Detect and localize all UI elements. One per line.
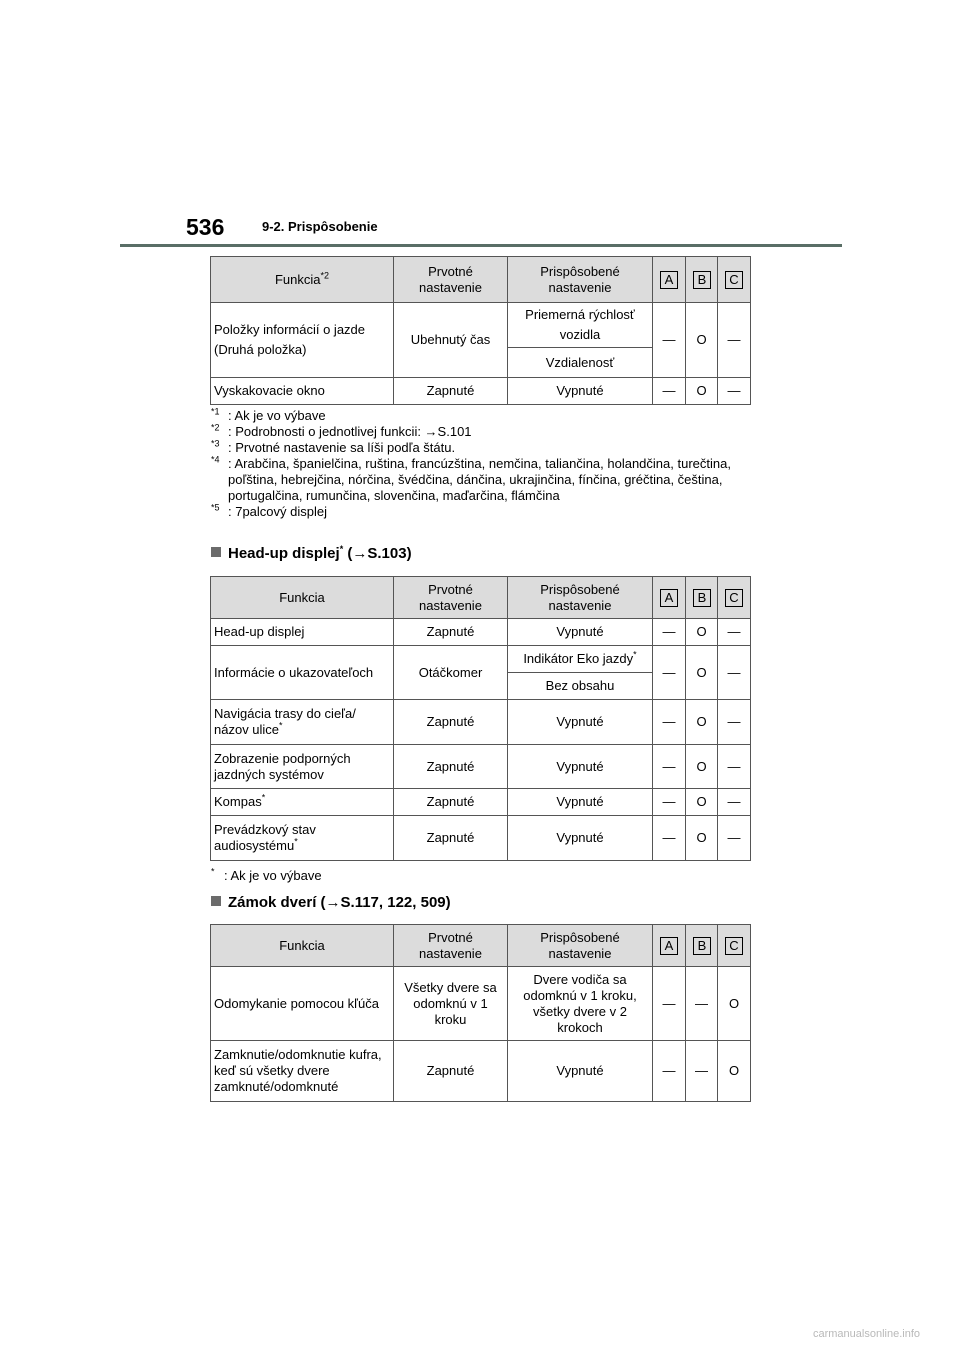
cell-opt: Vypnuté [508,745,653,789]
footnote: $^{*2}$ : Podrobnosti o jednotlivej funkcii: →S.101 [211,422,472,439]
cell-init: Zapnuté [394,789,508,816]
table-head-up-display [210,576,751,861]
cell-init: Zapnuté [394,619,508,646]
cell-func: Kompas* [211,789,394,816]
cell-func: Prevádzkový stav audiosystému* [211,816,394,861]
cell-opt: Bez obsahu [508,673,653,700]
cell-func: Odomykanie pomocou kľúča [211,967,394,1041]
cell-init: Ubehnutý čas [394,303,508,378]
cell-b: O [686,619,718,646]
cell-a: — [653,303,686,378]
footnotes-1 [211,408,741,520]
header-rule [120,244,842,247]
cell-b: — [686,1041,718,1102]
cell-opt: Indikátor Eko jazdy* [508,646,653,673]
cell-b: O [686,789,718,816]
col-header-b: B [686,257,718,303]
table-row [211,1041,751,1102]
col-header-prvotne: Prvotné nastavenie [394,925,508,967]
cell-c: — [718,646,751,700]
col-header-c: C [718,257,751,303]
table-row [211,967,751,1041]
cell-b: — [686,967,718,1041]
cell-c: — [718,378,751,405]
cell-b: O [686,646,718,700]
col-header-prvotne: Prvotné nastavenie [394,257,508,303]
footnote: $^{*3}$ : Prvotné nastavenie sa líši podľa štátu. [211,438,456,455]
cell-init: Zapnuté [394,816,508,861]
col-header-prisposobene: Prispôsobené nastavenie [508,257,653,303]
col-header-b: B [686,925,718,967]
table-door-lock [210,924,751,1102]
cell-b: O [686,378,718,405]
table-row [211,745,751,789]
cell-opt: Vypnuté [508,789,653,816]
table-row [211,646,751,673]
page-number: 536 [186,214,225,240]
footnote: $^{*5}$ : 7palcový displej [211,502,327,519]
cell-c: — [718,303,751,378]
cell-c: O [718,967,751,1041]
footnote: * : Ak je vo výbave [211,866,322,883]
table-row [211,816,751,861]
cell-func: Zamknutie/odomknutie kufra, keď sú všetky dvere zamknuté/odomknuté [211,1041,394,1102]
cell-a: — [653,1041,686,1102]
cell-a: — [653,646,686,700]
table-row [211,700,751,745]
cell-c: — [718,619,751,646]
col-header-c: C [718,925,751,967]
table-row [211,789,751,816]
cell-init: Zapnuté [394,378,508,405]
col-header-prisposobene: Prispôsobené nastavenie [508,577,653,619]
cell-c: O [718,1041,751,1102]
cell-init: Zapnuté [394,745,508,789]
table-customization-1 [210,256,751,405]
cell-func: Zobrazenie podporných jazdných systémov [211,745,394,789]
cell-c: — [718,745,751,789]
col-header-b: B [686,577,718,619]
cell-b: O [686,700,718,745]
cell-func: Navigácia trasy do cieľa/ názov ulice* [211,700,394,745]
footnote: $^{*1}$ : Ak je vo výbave [211,406,326,423]
col-header-funkcia: Funkcia [211,925,394,967]
cell-a: — [653,816,686,861]
cell-a: — [653,619,686,646]
cell-opt: Vypnuté [508,619,653,646]
col-header-prisposobene: Prispôsobené nastavenie [508,925,653,967]
cell-func: Informácie o ukazovateľoch [211,646,394,700]
square-bullet-icon [211,547,221,557]
cell-init: Otáčkomer [394,646,508,700]
cell-func: Head-up displej [211,619,394,646]
section-title: 9-2. Prispôsobenie [262,219,378,234]
cell-init: Zapnuté [394,700,508,745]
cell-a: — [653,700,686,745]
cell-func: Vyskakovacie okno [211,378,394,405]
cell-c: — [718,816,751,861]
cell-init: Všetky dvere sa odomknú v 1 kroku [394,967,508,1041]
cell-a: — [653,967,686,1041]
footnotes-2 [211,868,322,884]
footnote: $^{*4}$ : Arabčina, španielčina, ruština, francúzština, nemčina, taliančina, holandčina, turečtina, poľština, hebrejčina, nórčina, švédčina, dánčina, ukrajinčina, fínčina, gréčtina, čeština, portugalčina, rumunčina, slovenčina, maďarčina, flámčina [211,454,731,503]
cell-opt: Vypnuté [508,1041,653,1102]
cell-opt: Priemerná rýchlosť vozidla [508,303,653,348]
col-header-a: A [653,925,686,967]
cell-b: O [686,745,718,789]
square-bullet-icon [211,896,221,906]
col-header-c: C [718,577,751,619]
col-header-funkcia: Funkcia$^{*2}$ [211,257,394,303]
table-row [211,378,751,405]
cell-a: — [653,789,686,816]
footer-watermark: carmanualsonline.info [812,1328,920,1340]
cell-opt: Dvere vodiča sa odomknú v 1 kroku, všetky dvere v 2 krokoch [508,967,653,1041]
cell-a: — [653,745,686,789]
cell-opt: Vypnuté [508,816,653,861]
cell-opt: Vypnuté [508,700,653,745]
col-header-a: A [653,257,686,303]
col-header-prvotne: Prvotné nastavenie [394,577,508,619]
cell-c: — [718,789,751,816]
cell-a: — [653,378,686,405]
cell-c: — [718,700,751,745]
heading-head-up-display: Head-up displej* (→S.103) [211,545,412,562]
cell-func: Položky informácií o jazde (Druhá položka) [211,303,394,378]
cell-opt: Vypnuté [508,378,653,405]
heading-door-lock: Zámok dverí (→S.117, 122, 509) [211,894,451,911]
cell-init: Zapnuté [394,1041,508,1102]
cell-b: O [686,303,718,378]
cell-b: O [686,816,718,861]
cell-opt: Vzdialenosť [508,348,653,378]
col-header-a: A [653,577,686,619]
table-row [211,619,751,646]
table-row [211,303,751,348]
col-header-funkcia: Funkcia [211,577,394,619]
